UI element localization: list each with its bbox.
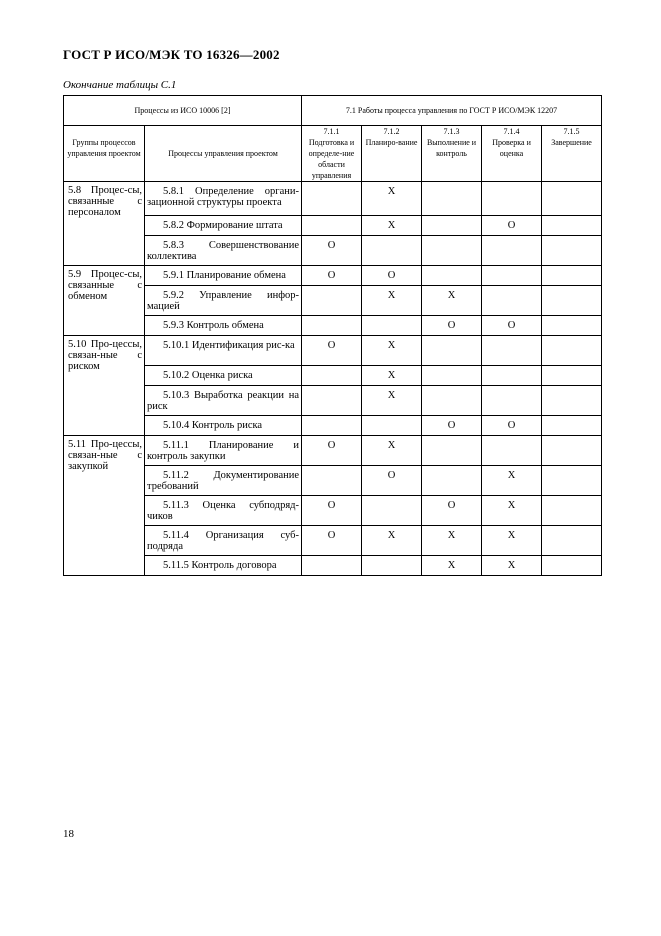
activity-header [302, 126, 362, 182]
mark-cell [542, 182, 602, 216]
process-cell: 5.10.1 Идентификация рис-ка [145, 336, 302, 366]
process-cell: 5.11.1 Планирование и контроль закупки [145, 436, 302, 466]
mark-cell: O [302, 336, 362, 366]
process-cell: 5.10.3 Выработка реакции на риск [145, 386, 302, 416]
mark-cell [482, 286, 542, 316]
process-cell: 5.11.2 Документирование требований [145, 466, 302, 496]
mark-cell: O [302, 266, 362, 286]
mark-cell [302, 216, 362, 236]
mark-cell: X [482, 496, 542, 526]
mark-cell [422, 216, 482, 236]
mark-cell: X [482, 466, 542, 496]
activity-name: Подготовка и определе-ние области управления [308, 138, 355, 180]
mark-cell [482, 236, 542, 266]
mark-cell [302, 386, 362, 416]
activity-name: Проверка и оценка [492, 138, 531, 158]
process-group-cell: 5.10 Про-цессы, связан-ные с риском [64, 336, 145, 436]
mark-cell [302, 466, 362, 496]
mark-cell: X [362, 336, 422, 366]
mark-cell: O [482, 416, 542, 436]
mark-cell [482, 182, 542, 216]
mark-cell [422, 182, 482, 216]
table-row [64, 556, 602, 576]
mark-cell [542, 216, 602, 236]
activity-name: Выполнение и контроль [426, 138, 477, 158]
table-row [64, 216, 602, 236]
column-group-header: Группы процессов управления проектом [64, 126, 145, 182]
table-row [64, 236, 602, 266]
mark-cell [362, 556, 422, 576]
activity-header [542, 126, 602, 182]
mark-cell: X [362, 286, 422, 316]
header-gost12207: 7.1 Работы процесса управления по ГОСТ Р ИСО/МЭК 12207 [302, 96, 602, 126]
process-cell: 5.10.2 Оценка риска [145, 366, 302, 386]
process-cell: 5.9.3 Контроль обмена [145, 316, 302, 336]
mark-cell [482, 336, 542, 366]
document-title: ГОСТ Р ИСО/МЭК ТО 16326—2002 [63, 47, 280, 62]
table-row [64, 182, 602, 216]
mark-cell [482, 436, 542, 466]
mark-cell [362, 496, 422, 526]
activity-name: Завершение [551, 138, 592, 147]
process-cell: 5.8.2 Формирование штата [145, 216, 302, 236]
process-cell: 5.11.3 Оценка субподряд-чиков [145, 496, 302, 526]
table-row [64, 266, 602, 286]
mark-cell [542, 466, 602, 496]
table-row [64, 436, 602, 466]
activity-code: 7.1.2 [383, 127, 400, 136]
mark-cell [542, 526, 602, 556]
table-row [64, 386, 602, 416]
process-cell: 5.10.4 Контроль риска [145, 416, 302, 436]
mark-cell: O [302, 496, 362, 526]
mark-cell [542, 556, 602, 576]
process-group-cell: 5.11 Про-цессы, связан-ные с закупкой [64, 436, 145, 576]
mark-cell: X [422, 556, 482, 576]
activity-code: 7.1.3 [443, 127, 460, 136]
process-cell: 5.11.5 Контроль договора [145, 556, 302, 576]
mark-cell [542, 236, 602, 266]
activity-header [482, 126, 542, 182]
activity-header [362, 126, 422, 182]
mark-cell [422, 386, 482, 416]
mark-cell [362, 236, 422, 266]
mark-cell [422, 266, 482, 286]
mark-cell [482, 386, 542, 416]
mark-cell [302, 556, 362, 576]
process-cell: 5.11.4 Организация суб-подряда [145, 526, 302, 556]
mark-cell [302, 316, 362, 336]
mark-cell: O [482, 316, 542, 336]
table-row [64, 526, 602, 556]
activity-code: 7.1.5 [563, 127, 580, 136]
table-body [64, 182, 602, 576]
table-row [64, 416, 602, 436]
mark-cell: O [422, 316, 482, 336]
mark-cell [302, 286, 362, 316]
mark-cell [542, 386, 602, 416]
table-row [64, 496, 602, 526]
process-cell: 5.8.3 Совершенствование коллектива [145, 236, 302, 266]
activity-name: Планиро-вание [365, 138, 418, 147]
mark-cell [362, 316, 422, 336]
mark-cell [302, 182, 362, 216]
table-row [64, 336, 602, 366]
mark-cell: X [362, 526, 422, 556]
mark-cell: X [422, 286, 482, 316]
mark-cell [302, 366, 362, 386]
mark-cell [422, 466, 482, 496]
mark-cell [422, 436, 482, 466]
mark-cell: X [422, 526, 482, 556]
mark-cell: X [362, 386, 422, 416]
mark-cell [542, 336, 602, 366]
mark-cell: X [362, 216, 422, 236]
header-iso10006: Процессы из ИСО 10006 [2] [64, 96, 302, 126]
mark-cell [542, 496, 602, 526]
page-number: 18 [63, 828, 74, 840]
mark-cell [482, 366, 542, 386]
column-process-header: Процессы управления проектом [145, 126, 302, 182]
mark-cell: O [362, 466, 422, 496]
mark-cell: O [422, 496, 482, 526]
process-group-cell: 5.8 Процес-сы, связанные с персоналом [64, 182, 145, 266]
process-cell: 5.9.1 Планирование обмена [145, 266, 302, 286]
mark-cell: X [362, 182, 422, 216]
process-cell: 5.9.2 Управление инфор-мацией [145, 286, 302, 316]
mark-cell [542, 286, 602, 316]
mark-cell: O [302, 236, 362, 266]
activity-code: 7.1.1 [323, 127, 340, 136]
mark-cell [482, 266, 542, 286]
mark-cell [362, 416, 422, 436]
table-row [64, 366, 602, 386]
table-row [64, 286, 602, 316]
mark-cell: O [302, 436, 362, 466]
mark-cell [542, 416, 602, 436]
mark-cell [422, 336, 482, 366]
process-table [63, 95, 602, 576]
mark-cell: O [362, 266, 422, 286]
process-group-cell: 5.9 Процес-сы, связанные с обменом [64, 266, 145, 336]
process-cell: 5.8.1 Определение органи-зационной структуры проекта [145, 182, 302, 216]
mark-cell: O [302, 526, 362, 556]
mark-cell: O [422, 416, 482, 436]
mark-cell: X [482, 526, 542, 556]
activity-code: 7.1.4 [503, 127, 520, 136]
mark-cell [422, 236, 482, 266]
mark-cell [302, 416, 362, 436]
mark-cell [542, 366, 602, 386]
mark-cell [542, 266, 602, 286]
mark-cell [542, 436, 602, 466]
mark-cell: X [362, 436, 422, 466]
mark-cell: X [482, 556, 542, 576]
table-row [64, 316, 602, 336]
mark-cell [542, 316, 602, 336]
mark-cell: O [482, 216, 542, 236]
mark-cell [422, 366, 482, 386]
mark-cell: X [362, 366, 422, 386]
table-caption: Окончание таблицы С.1 [63, 79, 177, 91]
table-row [64, 466, 602, 496]
activity-header [422, 126, 482, 182]
